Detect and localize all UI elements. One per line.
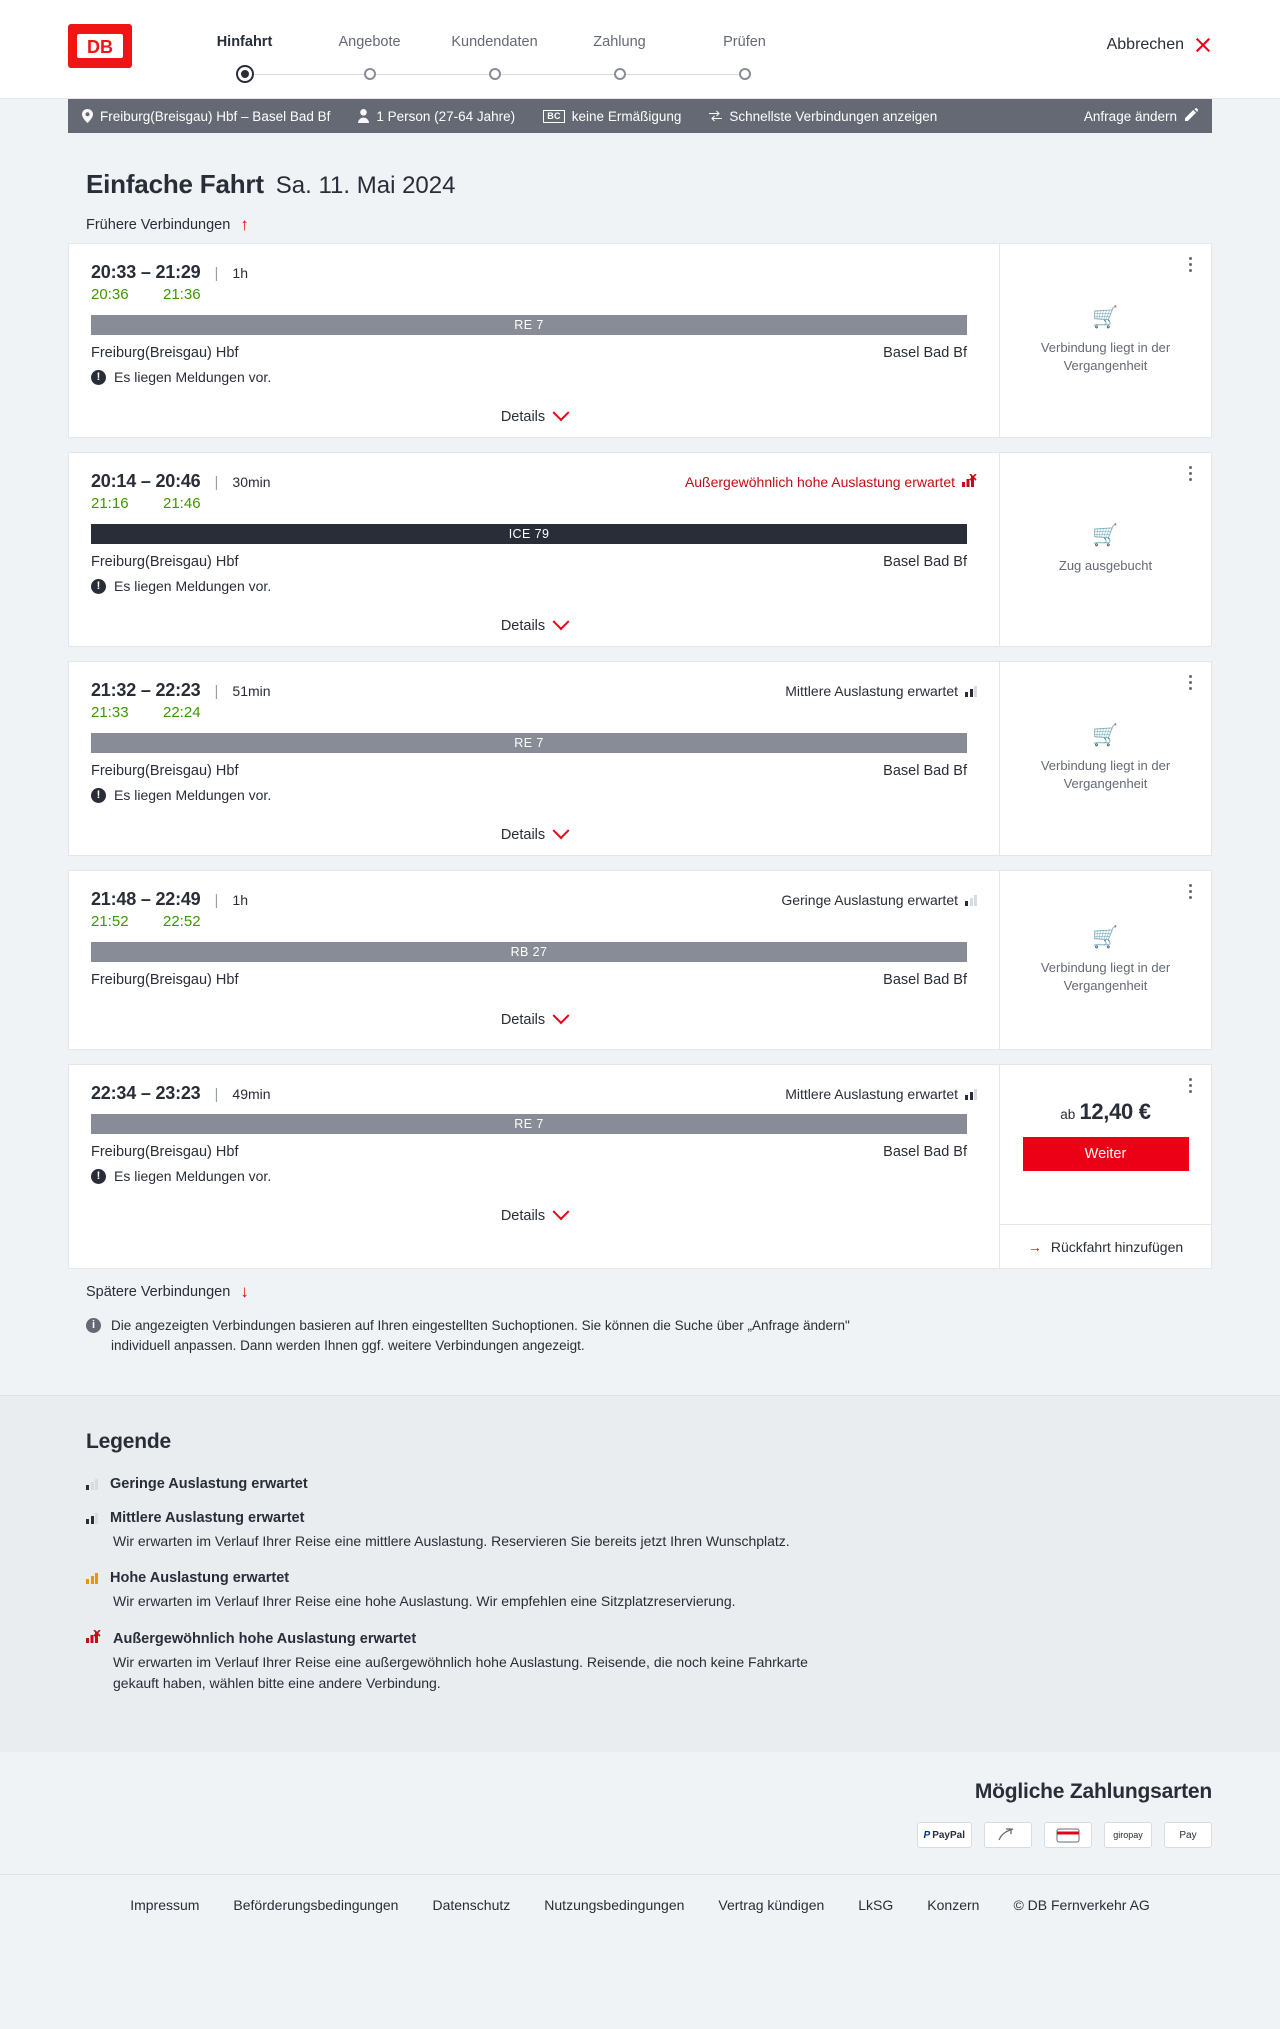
details-label: Details bbox=[500, 1208, 546, 1224]
legend-section bbox=[0, 1395, 1280, 1752]
utilisation-label: Mittlere Auslastung erwartet bbox=[785, 683, 958, 699]
db-logo-icon[interactable] bbox=[68, 24, 132, 68]
legend-item-low bbox=[86, 1476, 1212, 1492]
utilisation-label: Außergewöhnlich hohe Auslastung erwartet bbox=[684, 474, 955, 490]
pencil-icon bbox=[1185, 108, 1198, 124]
footer-copyright: © DB Fernverkehr AG bbox=[1013, 1897, 1150, 1914]
connection-message[interactable] bbox=[91, 1168, 977, 1184]
payment-methods-title: Mögliche Zahlungsarten bbox=[974, 1780, 1212, 1804]
details-toggle[interactable] bbox=[91, 399, 977, 437]
connection-message[interactable] bbox=[91, 787, 977, 803]
connection-time-range: 21:48 – 22:49 bbox=[91, 889, 201, 909]
step-dot-icon bbox=[241, 70, 249, 78]
pin-icon bbox=[82, 109, 93, 123]
station-to: Basel Bad Bf bbox=[883, 1144, 967, 1160]
step-label: Hinfahrt bbox=[216, 34, 273, 50]
station-to: Basel Bad Bf bbox=[883, 972, 967, 988]
cancel-label: Abbrechen bbox=[1106, 36, 1184, 53]
footer-link-vertrag-kuendigen[interactable]: Vertrag kündigen bbox=[718, 1897, 825, 1914]
legend-item-very-high bbox=[86, 1630, 1212, 1694]
later-connections-button[interactable] bbox=[86, 1283, 1212, 1300]
chevron-down-icon bbox=[553, 822, 570, 839]
connection-details: 20:14 – 20:46 | 30min Außergewöhnlich hohe Auslastung erwartet 21:16 21:46 ICE 79 Freiburg(Breisgau) Hbf Basel Bad Bf ! Es liegen Meldungen vor. Details bbox=[69, 453, 999, 646]
details-toggle[interactable] bbox=[91, 1198, 977, 1236]
price-block bbox=[1008, 1099, 1203, 1171]
bahncard-badge-icon: BC bbox=[543, 110, 565, 123]
footer-link-lksg[interactable]: LkSG bbox=[858, 1897, 894, 1914]
more-options-button[interactable] bbox=[1179, 252, 1201, 276]
station-from: Freiburg(Breisgau) Hbf bbox=[91, 554, 239, 570]
lastschrift-icon bbox=[984, 1822, 1032, 1848]
connection-time-range: 20:33 – 21:29 bbox=[91, 262, 201, 282]
legend-label: Geringe Auslastung erwartet bbox=[110, 1476, 308, 1493]
footer-link-befoerderungsbedingungen[interactable]: Beförderungsbedingungen bbox=[233, 1897, 399, 1914]
footer-link-konzern[interactable]: Konzern bbox=[927, 1897, 980, 1914]
summary-discount-label: keine Ermäßigung bbox=[571, 108, 682, 124]
chevron-down-icon bbox=[553, 404, 570, 421]
results-main bbox=[40, 169, 1240, 1395]
warning-icon: ! bbox=[91, 370, 106, 385]
utilisation-note bbox=[685, 474, 977, 490]
train-label: RE 7 bbox=[91, 315, 967, 335]
details-label: Details bbox=[500, 618, 546, 634]
search-summary-bar bbox=[68, 99, 1212, 133]
connection-action-panel bbox=[999, 244, 1211, 437]
step-dot-icon bbox=[614, 68, 626, 80]
warning-icon: ! bbox=[91, 788, 106, 803]
step-pruefen[interactable] bbox=[682, 34, 807, 88]
utilisation-medium-icon bbox=[965, 685, 977, 697]
step-label: Kundendaten bbox=[451, 34, 538, 50]
step-label: Zahlung bbox=[593, 34, 646, 50]
legend-label: Außergewöhnlich hohe Auslastung erwartet bbox=[113, 1630, 417, 1647]
utilisation-low-icon bbox=[965, 894, 977, 906]
cart-icon: 🛒 bbox=[1092, 925, 1119, 949]
connection-details: 21:48 – 22:49 | 1h Geringe Auslastung erwartet 21:52 22:52 RB 27 Freiburg(Breisgau) Hbf Basel Bad Bf Details bbox=[69, 871, 999, 1049]
station-to: Basel Bad Bf bbox=[883, 345, 967, 361]
continue-button[interactable]: Weiter bbox=[1023, 1137, 1189, 1171]
details-toggle[interactable] bbox=[91, 817, 977, 855]
connection-duration: 51min bbox=[232, 683, 271, 699]
paypal-icon: P PayPal bbox=[917, 1822, 972, 1848]
connection-details: 20:33 – 21:29 | 1h 20:36 21:36 RE 7 Freiburg(Breisgau) Hbf Basel Bad Bf ! Es liegen Meldungen vor. Details bbox=[69, 244, 999, 437]
details-label: Details bbox=[500, 1012, 546, 1028]
summary-sorting[interactable] bbox=[709, 109, 951, 124]
details-toggle[interactable] bbox=[91, 1002, 977, 1040]
add-return-trip-label: Rückfahrt hinzufügen bbox=[1050, 1238, 1184, 1255]
apple-pay-icon: Pay bbox=[1164, 1822, 1212, 1848]
legend-item-medium bbox=[86, 1510, 1212, 1552]
utilisation-note bbox=[781, 892, 977, 908]
chevron-down-icon bbox=[553, 1203, 570, 1220]
summary-passengers[interactable] bbox=[358, 109, 529, 124]
app-header bbox=[0, 0, 1280, 99]
utilisation-note bbox=[785, 683, 977, 699]
station-from: Freiburg(Breisgau) Hbf bbox=[91, 972, 239, 988]
connection-card[interactable] bbox=[68, 1064, 1212, 1269]
later-connections-label: Spätere Verbindungen bbox=[86, 1283, 231, 1300]
cart-icon: 🛒 bbox=[1092, 524, 1119, 548]
more-options-button[interactable] bbox=[1179, 461, 1201, 485]
step-dot-icon bbox=[489, 68, 501, 80]
utilisation-label: Geringe Auslastung erwartet bbox=[781, 892, 958, 908]
connection-card[interactable] bbox=[68, 661, 1212, 856]
connection-message[interactable] bbox=[91, 578, 977, 594]
footer-link-impressum[interactable]: Impressum bbox=[130, 1897, 200, 1914]
connection-duration: 1h bbox=[232, 265, 248, 281]
more-options-button[interactable] bbox=[1179, 1073, 1201, 1097]
svg-text:DB: DB bbox=[87, 37, 113, 57]
step-kundendaten[interactable] bbox=[432, 34, 557, 88]
station-from: Freiburg(Breisgau) Hbf bbox=[91, 1144, 239, 1160]
connection-message[interactable] bbox=[91, 369, 977, 385]
connection-message-text: Es liegen Meldungen vor. bbox=[114, 787, 272, 803]
train-label: RE 7 bbox=[91, 1114, 967, 1134]
connection-details: 22:34 – 23:23 | 49min Mittlere Auslastung erwartet RE 7 Freiburg(Breisgau) Hbf Basel Bad Bf ! Es liegen Meldungen vor. Details bbox=[69, 1065, 999, 1268]
utilisation-high-icon bbox=[86, 1572, 98, 1584]
person-icon bbox=[358, 109, 369, 123]
chevron-down-icon bbox=[553, 613, 570, 630]
utilisation-note bbox=[785, 1086, 977, 1102]
connection-action-panel bbox=[999, 871, 1211, 1049]
legend-label: Mittlere Auslastung erwartet bbox=[110, 1510, 305, 1527]
cancel-button[interactable] bbox=[1107, 36, 1212, 54]
more-options-button[interactable] bbox=[1179, 670, 1201, 694]
step-angebote[interactable] bbox=[307, 34, 432, 88]
connection-status-note: Verbindung liegt in der Vergangenheit bbox=[1040, 758, 1171, 791]
realtime-departure: 21:33 bbox=[91, 704, 129, 721]
warning-icon: ! bbox=[91, 579, 106, 594]
legend-description: Wir erwarten im Verlauf Ihrer Reise eine mittlere Auslastung. Reservieren Sie bereits jetzt Ihren Wunschplatz. bbox=[113, 1533, 790, 1550]
search-info-note bbox=[86, 1316, 866, 1355]
train-label: ICE 79 bbox=[91, 524, 967, 544]
utilisation-label: Mittlere Auslastung erwartet bbox=[785, 1086, 958, 1102]
more-options-button[interactable] bbox=[1179, 879, 1201, 903]
connection-card[interactable] bbox=[68, 243, 1212, 438]
legend-description: Wir erwarten im Verlauf Ihrer Reise eine außergewöhnlich hohe Auslastung. Reisende, die noch keine Fahrkarte gekauft haben, wählen bitte eine andere Verbindung. bbox=[113, 1654, 808, 1692]
station-from: Freiburg(Breisgau) Hbf bbox=[91, 345, 239, 361]
payment-methods-section bbox=[0, 1752, 1280, 1874]
connection-duration: 1h bbox=[232, 892, 248, 908]
connection-duration: 30min bbox=[232, 474, 271, 490]
station-to: Basel Bad Bf bbox=[883, 554, 967, 570]
page-title-text: Einfache Fahrt bbox=[86, 169, 264, 199]
legend-item-high bbox=[86, 1570, 1212, 1612]
connection-action-panel bbox=[999, 662, 1211, 855]
edit-search-button[interactable] bbox=[1084, 108, 1198, 124]
kreditkarte-icon bbox=[1044, 1822, 1092, 1848]
connection-time-range: 22:34 – 23:23 bbox=[91, 1083, 201, 1103]
connection-message-text: Es liegen Meldungen vor. bbox=[114, 578, 272, 594]
connection-message-text: Es liegen Meldungen vor. bbox=[114, 369, 272, 385]
footer-link-nutzungsbedingungen[interactable]: Nutzungsbedingungen bbox=[544, 1897, 685, 1914]
legend-description: Wir erwarten im Verlauf Ihrer Reise eine hohe Auslastung. Wir empfehlen eine Sitzplatzreservierung. bbox=[113, 1593, 736, 1610]
arrow-down-icon: ↓ bbox=[240, 1282, 249, 1301]
connection-action-panel bbox=[999, 453, 1211, 646]
earlier-connections-label: Frühere Verbindungen bbox=[86, 216, 231, 233]
arrow-up-icon: ↑ bbox=[240, 215, 249, 234]
realtime-arrival: 21:46 bbox=[163, 495, 201, 512]
price-prefix: ab bbox=[1060, 1107, 1076, 1122]
train-label: RE 7 bbox=[91, 733, 967, 753]
connection-status-note: Verbindung liegt in der Vergangenheit bbox=[1040, 340, 1171, 373]
footer bbox=[0, 1874, 1280, 1935]
summary-route[interactable] bbox=[82, 109, 344, 124]
step-zahlung[interactable] bbox=[557, 34, 682, 88]
giropay-icon: giropay bbox=[1104, 1822, 1152, 1848]
summary-discount[interactable] bbox=[543, 109, 695, 124]
warning-icon: ! bbox=[91, 1169, 106, 1184]
step-label: Prüfen bbox=[723, 34, 766, 50]
add-return-trip-button[interactable] bbox=[1000, 1224, 1211, 1268]
page-title bbox=[86, 169, 1212, 200]
edit-search-label: Anfrage ändern bbox=[1083, 108, 1177, 124]
footer-link-datenschutz[interactable]: Datenschutz bbox=[432, 1897, 511, 1914]
realtime-departure: 21:16 bbox=[91, 495, 129, 512]
arrow-right-icon: → bbox=[1027, 1238, 1042, 1255]
step-dot-icon bbox=[364, 68, 376, 80]
connection-card[interactable] bbox=[68, 452, 1212, 647]
page-title-date: Sa. 11. Mai 2024 bbox=[275, 172, 456, 199]
utilisation-medium-icon bbox=[965, 1088, 977, 1100]
connection-details: 21:32 – 22:23 | 51min Mittlere Auslastung erwartet 21:33 22:24 RE 7 Freiburg(Breisgau) Hbf Basel Bad Bf ! Es liegen Meldungen vor. Details bbox=[69, 662, 999, 855]
summary-passengers-label: 1 Person (27-64 Jahre) bbox=[376, 108, 516, 124]
swap-icon bbox=[709, 110, 722, 122]
realtime-departure: 20:36 bbox=[91, 286, 129, 303]
realtime-departure: 21:52 bbox=[91, 913, 129, 930]
utilisation-very-high-icon bbox=[962, 474, 977, 490]
connection-status-note: Verbindung liegt in der Vergangenheit bbox=[1040, 959, 1171, 993]
step-hinfahrt[interactable] bbox=[182, 34, 307, 88]
realtime-arrival: 21:36 bbox=[163, 286, 201, 303]
close-icon bbox=[1194, 36, 1212, 54]
details-toggle[interactable] bbox=[91, 608, 977, 646]
realtime-arrival: 22:24 bbox=[163, 704, 201, 721]
connection-duration: 49min bbox=[232, 1086, 271, 1102]
train-label: RB 27 bbox=[91, 942, 967, 962]
details-label: Details bbox=[500, 409, 546, 425]
connection-time-range: 21:32 – 22:23 bbox=[91, 680, 201, 700]
checkout-steps bbox=[182, 34, 807, 88]
step-dot-icon bbox=[739, 68, 751, 80]
station-to: Basel Bad Bf bbox=[883, 763, 967, 779]
step-label: Angebote bbox=[338, 34, 401, 50]
search-info-text: Die angezeigten Verbindungen basieren auf Ihren eingestellten Suchoptionen. Sie können die Suche über „Anfrage ändern" individuell anpassen. Dann werden Ihnen ggf. weitere Verbindungen angezeigt. bbox=[111, 1318, 850, 1353]
utilisation-medium-icon bbox=[86, 1512, 98, 1524]
legend-label: Hohe Auslastung erwartet bbox=[110, 1570, 290, 1587]
cart-icon: 🛒 bbox=[1092, 306, 1119, 330]
station-from: Freiburg(Breisgau) Hbf bbox=[91, 763, 239, 779]
connection-action-panel bbox=[999, 1065, 1211, 1268]
connection-card[interactable] bbox=[68, 870, 1212, 1050]
summary-sorting-label: Schnellste Verbindungen anzeigen bbox=[729, 108, 938, 124]
connection-status-note: Zug ausgebucht bbox=[1058, 558, 1153, 574]
chevron-down-icon bbox=[553, 1007, 570, 1024]
cart-icon: 🛒 bbox=[1092, 724, 1119, 748]
utilisation-low-icon bbox=[86, 1478, 98, 1490]
summary-route-label: Freiburg(Breisgau) Hbf – Basel Bad Bf bbox=[100, 108, 331, 124]
utilisation-very-high-icon bbox=[86, 1630, 101, 1647]
details-label: Details bbox=[500, 827, 546, 843]
earlier-connections-button[interactable] bbox=[86, 216, 1212, 233]
legend-title: Legende bbox=[86, 1430, 171, 1454]
price-amount: 12,40 € bbox=[1079, 1099, 1151, 1124]
realtime-arrival: 22:52 bbox=[163, 913, 201, 930]
info-icon: i bbox=[86, 1318, 101, 1333]
connection-message-text: Es liegen Meldungen vor. bbox=[114, 1168, 272, 1184]
connection-time-range: 20:14 – 20:46 bbox=[91, 471, 201, 491]
search-summary-wrap bbox=[40, 99, 1240, 133]
